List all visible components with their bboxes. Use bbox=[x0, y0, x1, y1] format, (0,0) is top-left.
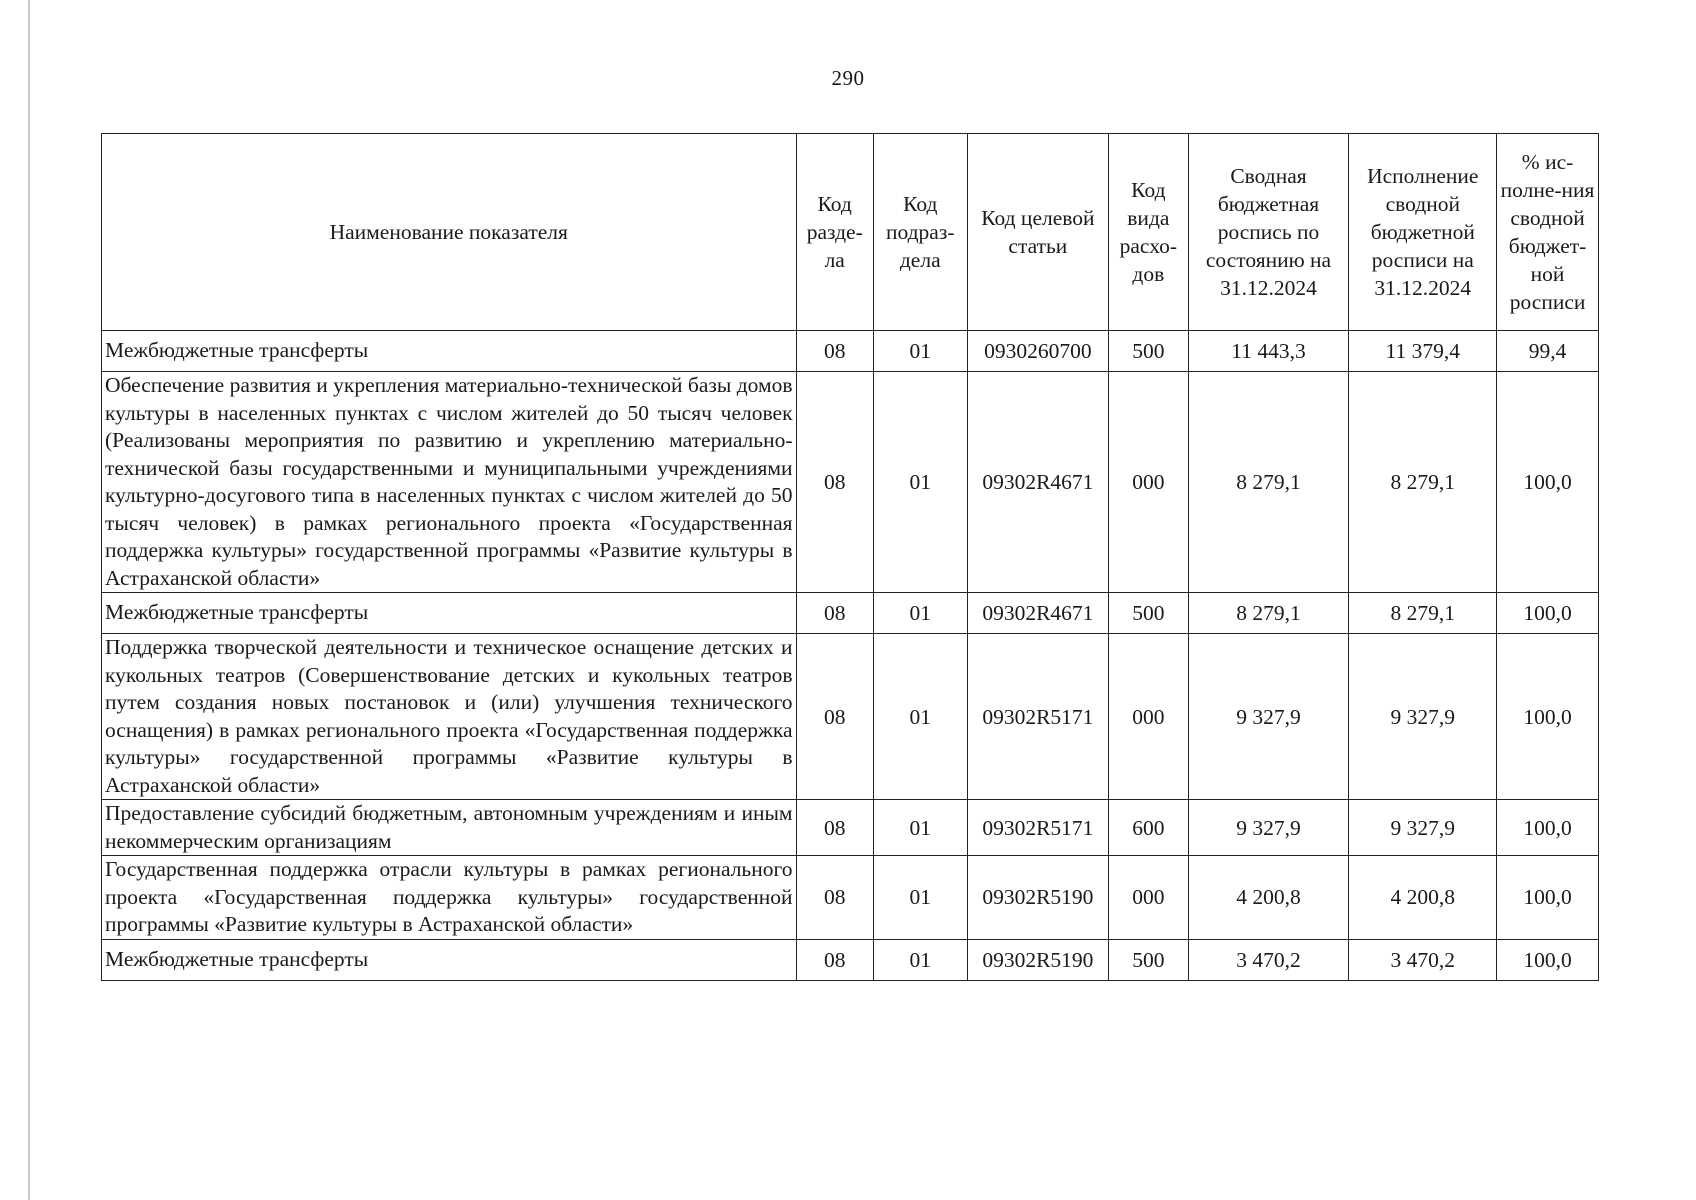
row-plan: 8 279,1 bbox=[1188, 593, 1349, 634]
row-plan: 9 327,9 bbox=[1188, 634, 1349, 800]
table-row bbox=[102, 939, 1599, 980]
row-name: Межбюджетные трансферты bbox=[102, 939, 797, 980]
header-pct: % ис-полне-ния сводной бюджет-ной росписи bbox=[1497, 134, 1599, 331]
page-number: 290 bbox=[831, 66, 865, 90]
row-podrazdel: 01 bbox=[873, 372, 967, 593]
table-row bbox=[102, 331, 1599, 372]
row-pct: 100,0 bbox=[1497, 634, 1599, 800]
row-name: Межбюджетные трансферты bbox=[102, 331, 797, 372]
row-exec: 11 379,4 bbox=[1349, 331, 1497, 372]
row-exec: 9 327,9 bbox=[1349, 634, 1497, 800]
header-plan: Сводная бюджетная роспись по состоянию на 31.12.2024 bbox=[1188, 134, 1349, 331]
row-exec: 9 327,9 bbox=[1349, 800, 1497, 856]
row-csr: 09302R5171 bbox=[967, 634, 1109, 800]
row-pct: 99,4 bbox=[1497, 331, 1599, 372]
row-podrazdel: 01 bbox=[873, 331, 967, 372]
row-pct: 100,0 bbox=[1497, 800, 1599, 856]
header-razdel: Код разде-ла bbox=[796, 134, 873, 331]
row-razdel: 08 bbox=[796, 939, 873, 980]
row-name: Межбюджетные трансферты bbox=[102, 593, 797, 634]
row-pct: 100,0 bbox=[1497, 856, 1599, 940]
row-vr: 000 bbox=[1109, 856, 1188, 940]
row-csr: 09302R4671 bbox=[967, 372, 1109, 593]
row-vr: 000 bbox=[1109, 372, 1188, 593]
table-header-row bbox=[102, 134, 1599, 331]
header-name: Наименование показателя bbox=[102, 134, 797, 331]
row-razdel: 08 bbox=[796, 634, 873, 800]
row-csr: 09302R5190 bbox=[967, 939, 1109, 980]
row-exec: 3 470,2 bbox=[1349, 939, 1497, 980]
row-podrazdel: 01 bbox=[873, 593, 967, 634]
row-razdel: 08 bbox=[796, 331, 873, 372]
scan-page-edge bbox=[28, 0, 30, 1200]
row-plan: 3 470,2 bbox=[1188, 939, 1349, 980]
row-razdel: 08 bbox=[796, 856, 873, 940]
row-podrazdel: 01 bbox=[873, 939, 967, 980]
row-name: Поддержка творческой деятельности и техническое оснащение детских и кукольных театров (Совершенствование детских и кукольных театров путем создания новых постановок и (или) улучшения технического оснащения) в рамках регионального проекта «Государственная поддержка культуры» государственной программы «Развитие культуры в Астраханской области» bbox=[102, 634, 797, 800]
header-podrazdel: Код подраз-дела bbox=[873, 134, 967, 331]
table-row bbox=[102, 593, 1599, 634]
row-exec: 4 200,8 bbox=[1349, 856, 1497, 940]
row-csr: 0930260700 bbox=[967, 331, 1109, 372]
header-vr: Код вида расхо-дов bbox=[1109, 134, 1188, 331]
row-csr: 09302R5190 bbox=[967, 856, 1109, 940]
row-vr: 600 bbox=[1109, 800, 1188, 856]
row-vr: 000 bbox=[1109, 634, 1188, 800]
row-plan: 8 279,1 bbox=[1188, 372, 1349, 593]
row-csr: 09302R5171 bbox=[967, 800, 1109, 856]
row-plan: 9 327,9 bbox=[1188, 800, 1349, 856]
row-podrazdel: 01 bbox=[873, 634, 967, 800]
row-podrazdel: 01 bbox=[873, 800, 967, 856]
row-exec: 8 279,1 bbox=[1349, 593, 1497, 634]
row-name: Обеспечение развития и укрепления материально-технической базы домов культуры в населенных пунктах с числом жителей до 50 тысяч человек (Реализованы мероприятия по развитию и укреплению материально-технической базы государственными и муниципальными учреждениями культурно-досугового типа в населенных пунктах с числом жителей до 50 тысяч человек) в рамках регионального проекта «Государственная поддержка культуры» государственной программы «Развитие культуры в Астраханской области» bbox=[102, 372, 797, 593]
row-exec: 8 279,1 bbox=[1349, 372, 1497, 593]
row-name: Предоставление субсидий бюджетным, автономным учреждениям и иным некоммерческим организациям bbox=[102, 800, 797, 856]
row-name: Государственная поддержка отрасли культуры в рамках регионального проекта «Государственная поддержка культуры» государственной программы «Развитие культуры в Астраханской области» bbox=[102, 856, 797, 940]
row-pct: 100,0 bbox=[1497, 593, 1599, 634]
row-pct: 100,0 bbox=[1497, 372, 1599, 593]
row-csr: 09302R4671 bbox=[967, 593, 1109, 634]
row-vr: 500 bbox=[1109, 939, 1188, 980]
table-row bbox=[102, 372, 1599, 593]
row-vr: 500 bbox=[1109, 593, 1188, 634]
budget-execution-table bbox=[101, 133, 1599, 981]
table-row bbox=[102, 800, 1599, 856]
row-podrazdel: 01 bbox=[873, 856, 967, 940]
row-pct: 100,0 bbox=[1497, 939, 1599, 980]
table-row bbox=[102, 856, 1599, 940]
row-razdel: 08 bbox=[796, 593, 873, 634]
header-exec: Исполнение сводной бюджетной росписи на 31.12.2024 bbox=[1349, 134, 1497, 331]
header-csr: Код целевой статьи bbox=[967, 134, 1109, 331]
row-plan: 4 200,8 bbox=[1188, 856, 1349, 940]
table-row bbox=[102, 634, 1599, 800]
row-razdel: 08 bbox=[796, 800, 873, 856]
row-razdel: 08 bbox=[796, 372, 873, 593]
row-plan: 11 443,3 bbox=[1188, 331, 1349, 372]
row-vr: 500 bbox=[1109, 331, 1188, 372]
